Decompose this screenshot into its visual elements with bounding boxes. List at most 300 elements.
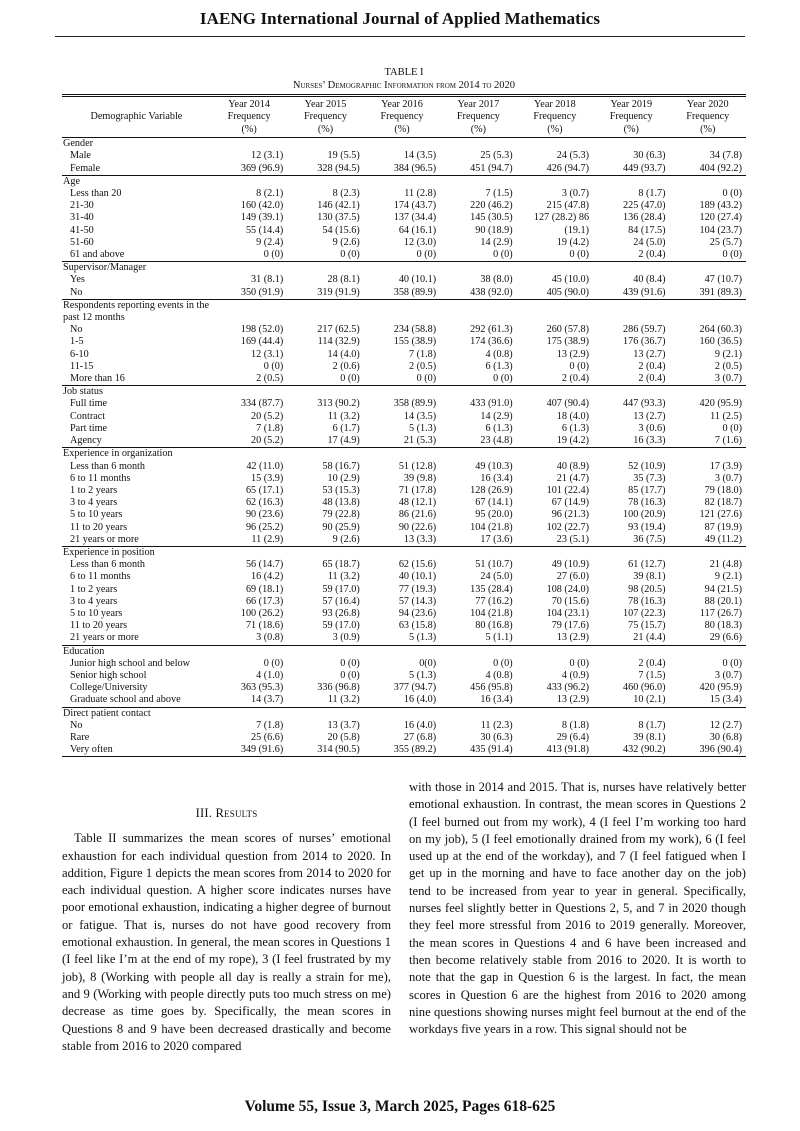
table-cell: 20 (5.8) [327, 731, 360, 743]
header-line: Year 2019 [610, 99, 653, 110]
table-row [62, 509, 746, 521]
table-cell: 8 (1.7) [638, 188, 666, 200]
table-cell-empty [364, 448, 440, 461]
table-cell: 80 (16.8) [475, 620, 513, 632]
table-cell: 176 (36.7) [623, 336, 666, 348]
table-cell: 71 (18.6) [245, 620, 284, 632]
table-row [62, 608, 746, 620]
table-cell: 121 (27.6) [699, 509, 742, 521]
table-cell: 75 (15.7) [628, 620, 666, 632]
table-cell: 314 (90.5) [287, 744, 363, 757]
table-cell-empty [593, 645, 669, 658]
header-line: (%) [317, 123, 334, 135]
table-row [62, 423, 746, 435]
table-cell: 215 (47.8) [546, 200, 590, 212]
row-label: 3 to 4 years [70, 595, 118, 607]
table-cell: 21 (5.3) [403, 435, 437, 447]
table-cell: 174 (43.7) [393, 200, 437, 212]
table-cell: 0 (0) [340, 249, 360, 261]
table-cell: 39 (8.1) [633, 731, 666, 743]
table-cell: 102 (22.7) [546, 521, 590, 533]
table-cell: 13 (3.7) [327, 719, 360, 731]
table-cell: 384 (96.5) [393, 162, 437, 174]
results-left-column [62, 805, 391, 1055]
table-cell-empty [211, 448, 287, 461]
table-cell: 433 (91.0) [470, 398, 513, 410]
table-group-header [62, 386, 746, 399]
table-cell: 0 (0) [569, 249, 590, 261]
table-cell: 292 (61.3) [470, 324, 513, 336]
table-cell: 13 (2.7) [633, 348, 666, 360]
table-cell: 369 (96.9) [240, 162, 284, 174]
table-cell-empty [669, 645, 746, 658]
table-cell: 9 (2.6) [332, 533, 360, 545]
table-cell-empty [287, 645, 363, 658]
table-cell-empty [669, 448, 746, 461]
table-group-header [62, 448, 746, 461]
table-cell-empty [517, 386, 593, 399]
row-label: Very often [62, 744, 211, 757]
table-cell: 80 (18.3) [704, 620, 742, 632]
table-row [62, 694, 746, 707]
table-cell: 14 (4.0) [327, 348, 360, 360]
header-line: Year 2014 [228, 99, 270, 110]
table-cell: (19.1) [564, 224, 590, 236]
table-row [62, 249, 746, 262]
table-cell-empty [440, 138, 516, 151]
table-cell: 439 (91.6) [623, 286, 666, 298]
header-year-column [593, 96, 669, 138]
section-heading [62, 805, 391, 822]
table-cell: 336 (96.8) [317, 682, 360, 694]
table-cell: 98 (20.5) [628, 583, 666, 595]
table-cell: 2 (0.4) [638, 657, 666, 669]
table-cell: 11 (2.3) [480, 719, 513, 731]
table-cell-empty [211, 138, 287, 151]
table-cell: 225 (47.0) [623, 200, 666, 212]
table-cell: 11 (2.9) [251, 533, 284, 545]
table-cell: 49 (10.9) [551, 559, 590, 571]
results-right-column [409, 779, 746, 1038]
table-cell: 3 (0.7) [714, 373, 742, 385]
table-cell: 0 (0) [263, 360, 284, 372]
table-cell-empty [287, 262, 363, 275]
table-cell: 377 (94.7) [393, 682, 437, 694]
table-row [62, 732, 746, 744]
table-cell: 4 (0.8) [485, 669, 513, 681]
table-cell-empty [287, 386, 363, 399]
row-label: 5 to 10 years [70, 509, 123, 521]
table-cell: 0 (0) [340, 373, 360, 385]
table-cell: 21 (4.4) [633, 632, 666, 644]
table-cell: 0 (0) [340, 657, 360, 669]
row-label: 6-10 [70, 348, 89, 360]
table-cell: 328 (94.5) [317, 162, 360, 174]
table-cell-empty [287, 175, 363, 188]
table-row [62, 461, 746, 473]
demographic-table [62, 94, 746, 757]
table-cell-empty [440, 707, 516, 720]
table-cell: 120 (27.4) [699, 212, 742, 224]
table-cell: 433 (96.2) [546, 682, 590, 694]
table-cell: 9 (2.1) [714, 348, 742, 360]
table-cell: 16 (4.2) [251, 571, 284, 583]
table-cell: 413 (91.8) [517, 744, 593, 757]
table-cell: 264 (60.3) [699, 324, 742, 336]
header-rule [55, 36, 745, 37]
table-cell: 14 (3.5) [403, 410, 437, 422]
table-cell: 25 (5.3) [480, 150, 513, 162]
row-label: Less than 20 [70, 188, 122, 200]
table-cell: 286 (59.7) [623, 324, 666, 336]
table-cell-empty [669, 262, 746, 275]
table-cell: 49 (10.3) [475, 460, 513, 472]
table-cell: 0 (0) [722, 422, 742, 434]
table-cell: 432 (90.2) [593, 744, 669, 757]
table-cell: 0 (0) [263, 249, 284, 261]
table-cell: 25 (5.7) [709, 236, 742, 248]
table-cell: 391 (89.3) [699, 286, 742, 298]
table-cell: 3 (0.8) [256, 632, 284, 644]
table-cell-empty [440, 299, 516, 324]
table-cell: 3 (0.7) [714, 472, 742, 484]
table-cell: 36 (7.5) [633, 533, 666, 545]
table-cell: 6 (1.7) [332, 422, 360, 434]
table-cell: 13 (2.9) [556, 348, 590, 360]
table-cell: 35 (7.3) [633, 472, 666, 484]
table-cell-empty [364, 299, 440, 324]
table-cell: 104 (21.8) [470, 607, 513, 619]
row-label: 6 to 11 months [70, 571, 131, 583]
table-cell-empty [669, 138, 746, 151]
table-cell: 17 (3.6) [480, 533, 513, 545]
group-title: Education [62, 645, 211, 658]
table-cell: 169 (44.4) [240, 336, 284, 348]
table-cell: 79 (22.8) [322, 509, 360, 521]
table-row [62, 150, 746, 162]
table-cell: 435 (91.4) [440, 744, 516, 757]
table-row [62, 225, 746, 237]
section-title: Results [215, 806, 258, 820]
table-cell: 350 (91.9) [240, 286, 284, 298]
table-cell: 6 (1.3) [485, 422, 513, 434]
table-cell: 28 (8.1) [327, 274, 360, 286]
group-title: Experience in position [62, 546, 211, 559]
table-row [62, 522, 746, 534]
table-cell: 16 (3.4) [480, 694, 513, 706]
table-cell-empty [669, 386, 746, 399]
table-cell: 101 (22.4) [546, 484, 590, 496]
table-cell: 24 (5.3) [556, 150, 590, 162]
table-cell-empty [440, 386, 516, 399]
table-cell-empty [364, 546, 440, 559]
table-row [62, 596, 746, 608]
table-cell: 69 (18.1) [245, 583, 284, 595]
table-row [62, 620, 746, 632]
table-cell: 334 (87.7) [240, 398, 284, 410]
table-cell: 94 (21.5) [704, 583, 742, 595]
table-cell: 8 (1.8) [561, 719, 590, 731]
table-row [62, 411, 746, 423]
results-paragraph-right: with those in 2014 and 2015. That is, nurses have relatively better emotional exhaustion. In contrast, the mean scores in Questions 2 (I feel burned out from my work), 4 (I feel I’m working too hard on my job), 5 (I feel emotionally drained from my work), 6 (I feel used up at the end of the workday), and 7 (I feel fatigued when I get up in the morning and have to face another day on the job) tend to be increased from year to year in general. Specifically, nurses feel slightly better in Questions 2, 5, and 7 in 2020 though they feel more stressful from 2016 to 2019 generally. Moreover, the mean scores in Questions 4 and 6 have been increased and then become relatively stable from 2016 to 2020. It is worth to note that the gap in Question 6 is the largest. In fact, the mean scores in Question 6 are the highest from 2016 to 2020 among nine questions showing nurses might feel burnout at the end of the workdays five years in a row. This signal should not be [409, 780, 746, 1037]
table-cell: 16 (4.0) [403, 694, 437, 706]
row-label: Contract [70, 410, 106, 422]
table-cell: 100 (26.2) [240, 607, 284, 619]
table-cell: 19 (5.5) [327, 150, 360, 162]
table-cell: 4 (1.0) [256, 669, 284, 681]
table-row [62, 584, 746, 596]
header-year-column [440, 96, 516, 138]
table-cell-empty [593, 448, 669, 461]
table-cell: 2 (0.5) [409, 360, 437, 372]
header-line: Year 2017 [457, 99, 500, 110]
table-cell: 77 (16.2) [475, 595, 513, 607]
table-cell: 3 (0.7) [714, 669, 742, 681]
table-cell: 7 (1.5) [485, 188, 513, 200]
table-row [62, 571, 746, 583]
table-cell-empty [593, 299, 669, 324]
table-cell-empty [364, 175, 440, 188]
header-line: (%) [623, 123, 639, 135]
table-cell: 20 (5.2) [251, 410, 284, 422]
table-cell: 13 (2.9) [556, 632, 590, 644]
table-cell: 10 (2.1) [633, 694, 666, 706]
table-row [62, 559, 746, 571]
table-cell: 30 (6.8) [709, 731, 742, 743]
table-cell-empty [517, 299, 593, 324]
table-cell: 130 (37.5) [317, 212, 360, 224]
table-cell: 438 (92.0) [470, 286, 513, 298]
table-cell: 70 (15.6) [551, 595, 590, 607]
table-cell: 5 (1.3) [409, 669, 437, 681]
table-cell: 108 (24.0) [546, 583, 590, 595]
table-cell: 104 (21.8) [470, 521, 513, 533]
table-cell: 420 (95.9) [699, 682, 742, 694]
table-cell: 67 (14.9) [551, 497, 590, 509]
table-cell: 146 (42.1) [317, 200, 360, 212]
table-cell: 3 (0.9) [332, 632, 360, 644]
table-cell: 11 (3.2) [327, 694, 360, 706]
table-cell: 85 (17.7) [628, 484, 666, 496]
table-cell-empty [287, 299, 363, 324]
table-cell: 405 (90.0) [546, 286, 590, 298]
table-cell: 7 (1.8) [409, 348, 437, 360]
table-cell: 426 (94.7) [546, 162, 590, 174]
table-cell: 313 (90.2) [317, 398, 360, 410]
table-cell: 78 (16.3) [628, 595, 666, 607]
table-cell: 38 (8.0) [480, 274, 513, 286]
table-cell: 19 (4.2) [556, 236, 590, 248]
table-cell: 0 (0) [722, 657, 742, 669]
table-cell: 24 (5.0) [480, 571, 513, 583]
table-cell: 3 (0.6) [638, 422, 666, 434]
row-label: 21-30 [70, 200, 94, 212]
table-cell: 0 (0) [493, 657, 513, 669]
table-cell: 0 (0) [493, 373, 513, 385]
table-cell-empty [517, 262, 593, 275]
row-label: Senior high school [70, 669, 147, 681]
row-label: Less than 6 month [70, 460, 145, 472]
header-year-column [364, 96, 440, 138]
table-cell: 21 (4.7) [556, 472, 590, 484]
table-cell-empty [517, 645, 593, 658]
table-cell: 0 (0) [493, 249, 513, 261]
table-cell: 84 (17.5) [628, 224, 666, 236]
header-line: (%) [394, 123, 410, 135]
table-cell-empty [593, 262, 669, 275]
table-cell: 86 (21.6) [398, 509, 437, 521]
header-year-column [211, 96, 287, 138]
row-label: 1 to 2 years [70, 484, 118, 496]
table-group-header [62, 262, 746, 275]
page-footer: Volume 55, Issue 3, March 2025, Pages 618-625 [244, 1098, 556, 1115]
table-cell: 175 (38.9) [546, 336, 590, 348]
table-cell: 11 (2.5) [710, 410, 742, 422]
table-cell: 0 (0) [416, 249, 437, 261]
table-cell: 10 (2.9) [327, 472, 360, 484]
table-cell: 94 (23.6) [398, 607, 437, 619]
table-cell: 29 (6.4) [556, 731, 590, 743]
table-caption [62, 66, 746, 92]
table-cell: 30 (6.3) [480, 731, 513, 743]
table-cell: 2 (0.6) [332, 360, 360, 372]
table-cell: 407 (90.4) [546, 398, 590, 410]
header-line: (%) [241, 123, 257, 135]
table-cell: 96 (21.3) [551, 509, 590, 521]
table-cell: 0 (0) [569, 360, 590, 372]
row-label: 6 to 11 months [70, 472, 131, 484]
table-cell: 155 (38.9) [393, 336, 437, 348]
table-cell: 62 (16.3) [245, 497, 284, 509]
table-row [62, 324, 746, 336]
row-label: No [70, 286, 83, 298]
table-cell: 0 (0) [263, 657, 284, 669]
table-cell: 16 (3.3) [633, 435, 666, 447]
table-cell: 13 (2.9) [556, 694, 590, 706]
table-cell: 39 (9.8) [403, 472, 437, 484]
table-cell: 174 (36.6) [470, 336, 513, 348]
table-cell-empty [669, 546, 746, 559]
row-label: 3 to 4 years [70, 497, 118, 509]
table-cell: 90 (23.6) [245, 509, 284, 521]
table-cell: 145 (30.5) [470, 212, 513, 224]
table-cell: 449 (93.7) [623, 162, 666, 174]
table-cell: 0(0) [419, 657, 437, 669]
row-label: 11-15 [70, 360, 94, 372]
table-cell-empty [287, 546, 363, 559]
table-header [62, 96, 746, 138]
table-cell: 49 (11.2) [705, 533, 742, 545]
table-group-header [62, 546, 746, 559]
table-cell: 104 (23.7) [699, 224, 742, 236]
table-cell: 160 (36.5) [699, 336, 742, 348]
table-cell: 7 (1.6) [714, 435, 742, 447]
table-row [62, 336, 746, 348]
table-row [62, 274, 746, 286]
table-row [62, 398, 746, 410]
table-cell: 90 (25.9) [322, 521, 360, 533]
table-cell: 30 (6.3) [633, 150, 666, 162]
table-cell-empty [211, 707, 287, 720]
table-cell: 40 (8.4) [633, 274, 666, 286]
table-cell: 14 (2.9) [480, 236, 513, 248]
table-group-header [62, 138, 746, 151]
table-row [62, 163, 746, 176]
table-cell: 93 (26.8) [322, 607, 360, 619]
row-label: 21 years or more [70, 632, 139, 644]
table-cell: 0 (0) [722, 188, 742, 200]
table-row [62, 212, 746, 224]
table-cell: 79 (18.0) [704, 484, 742, 496]
row-label: Yes [70, 274, 85, 286]
table-cell: 93 (19.4) [628, 521, 666, 533]
table-row [62, 237, 746, 249]
table-cell: 260 (57.8) [546, 324, 590, 336]
table-cell: 19 (4.2) [556, 435, 590, 447]
table-cell: 64 (16.1) [398, 224, 437, 236]
table-cell: 355 (89.2) [364, 744, 440, 757]
table-cell: 39 (8.1) [633, 571, 666, 583]
table-cell: 48 (13.8) [322, 497, 360, 509]
table-cell: 23 (4.8) [480, 435, 513, 447]
table-cell-empty [517, 546, 593, 559]
row-label: 51-60 [70, 236, 94, 248]
table-cell: 358 (89.9) [393, 286, 437, 298]
table-cell-empty [593, 707, 669, 720]
table-cell: 2 (0.5) [256, 373, 284, 385]
table-cell: 127 (28.2) 86 [533, 212, 590, 224]
table-cell: 34 (7.8) [709, 150, 742, 162]
table-cell: 0 (0) [416, 373, 437, 385]
header-line: Year 2016 [381, 99, 423, 110]
header-line: Frequency [304, 111, 348, 123]
table-cell: 135 (28.4) [470, 583, 513, 595]
demographic-table-container [62, 94, 746, 757]
table-cell: 7 (1.8) [256, 719, 284, 731]
table-cell-empty [364, 262, 440, 275]
table-cell: 5 (1.1) [485, 632, 513, 644]
results-paragraph-left: Table II summarizes the mean scores of nurses’ emotional exhaustion for each individual question from 2014 to 2020. In addition, Figure 1 depicts the mean scores from 2014 to 2020 for each individual question. A higher score indicates nurses have poor emotional exhaustion, indicating a higher degree of burnout or fatigue. That is, nurses do not have good recovery from emotional exhaustion. In general, the mean scores in Questions 1 (I feel like I’m at the end of my rope), 3 (I feel frustrated by my job), 8 (Working with people all day is really a strain for me), and 9 (Working with people directly puts too much stress on me) decrease as time goes by. Specifically, the mean scores in Questions 8 and 9 have been decreased drastically and become stable from 2016 to 2020 compared [62, 831, 391, 1053]
table-cell: 0 (0) [569, 657, 590, 669]
table-row [62, 534, 746, 547]
table-cell-empty [517, 175, 593, 188]
table-row [62, 658, 746, 670]
group-title: Experience in organization [62, 448, 211, 461]
table-cell: 2 (0.4) [561, 373, 590, 385]
table-cell-empty [211, 645, 287, 658]
table-cell: 56 (14.7) [245, 559, 284, 571]
table-row [62, 744, 746, 757]
group-title: Job status [62, 386, 211, 399]
table-cell: 61 (12.7) [628, 559, 666, 571]
row-label: 21 years or more [70, 533, 139, 545]
table-cell: 78 (16.3) [628, 497, 666, 509]
table-row [62, 287, 746, 300]
table-cell-empty [287, 707, 363, 720]
table-cell: 456 (95.8) [470, 682, 513, 694]
row-label: No [70, 719, 83, 731]
table-cell: 17 (4.9) [327, 435, 360, 447]
table-cell: 13 (2.7) [633, 410, 666, 422]
table-cell-empty [593, 386, 669, 399]
row-label: Part time [70, 422, 108, 434]
header-year-column [669, 96, 746, 138]
header-line: Year 2020 [686, 99, 729, 110]
table-row [62, 435, 746, 448]
table-cell: 12 (2.7) [709, 719, 742, 731]
table-cell-empty [211, 299, 287, 324]
table-cell-empty [287, 138, 363, 151]
